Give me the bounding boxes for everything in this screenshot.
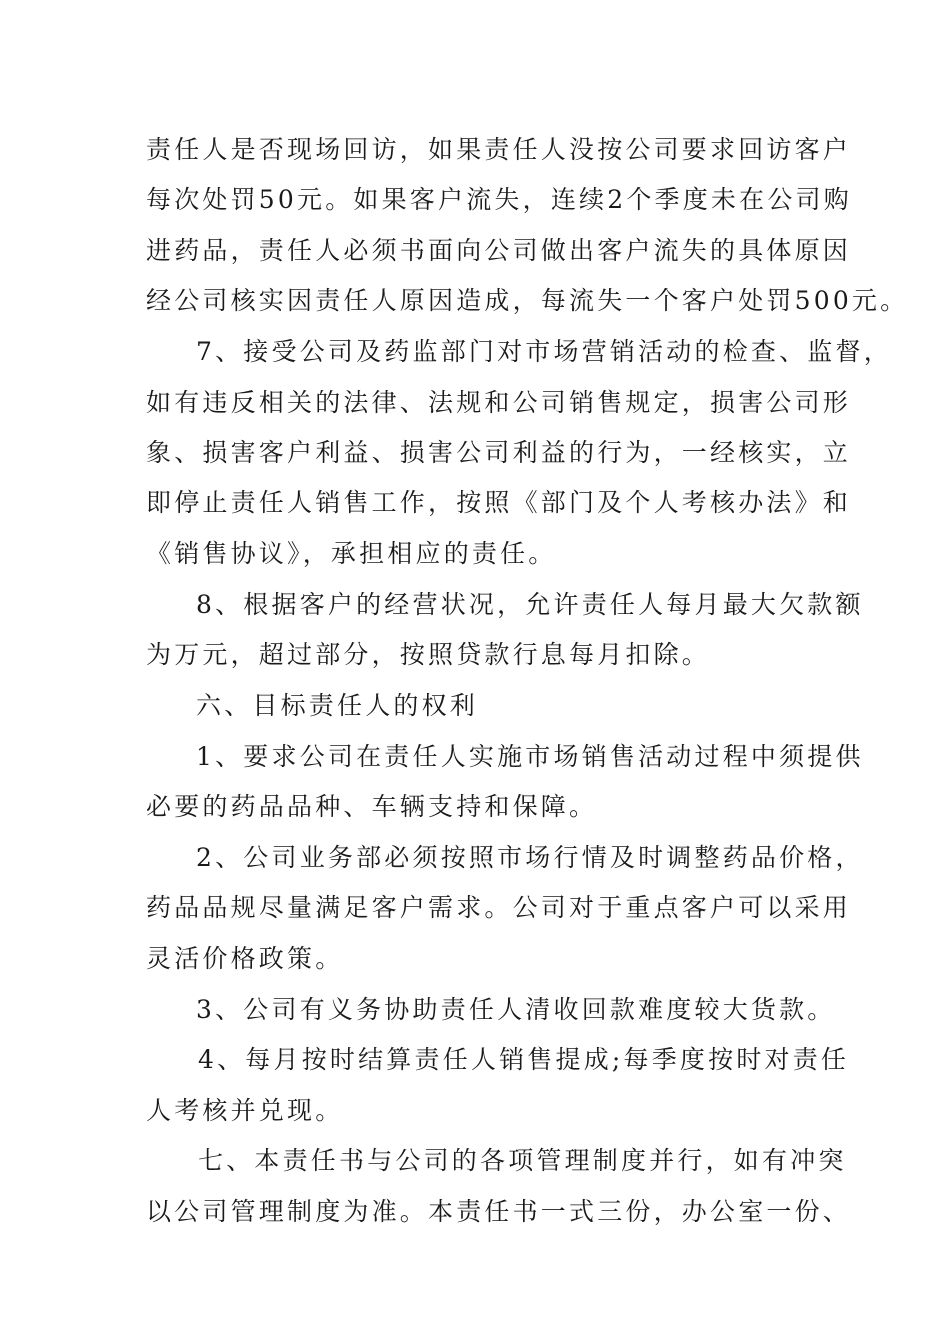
text-line — [0, 281, 950, 321]
text-line-content: 1、要求公司在责任人实施市场销售活动过程中须提供 — [196, 742, 864, 771]
section-heading — [0, 1141, 950, 1181]
text-line — [0, 635, 950, 675]
text-line-content: 人考核并兑现。 — [146, 1096, 344, 1125]
text-line — [0, 1192, 950, 1232]
text-line-content: 为万元，超过部分，按照贷款行息每月扣除。 — [146, 640, 711, 669]
text-line — [0, 1091, 950, 1131]
text-line-content: 每次处罚50元。如果客户流失，连续2个季度未在公司购 — [146, 185, 852, 214]
text-line-content: 灵活价格政策。 — [146, 944, 344, 973]
text-line — [0, 990, 950, 1030]
text-line — [0, 383, 950, 423]
text-line-content: 药品品规尽量满足客户需求。公司对于重点客户可以采用 — [146, 893, 852, 922]
text-line — [0, 585, 950, 625]
text-line-content: 必要的药品品种、车辆支持和保障。 — [146, 792, 598, 821]
text-line — [0, 332, 950, 372]
text-line — [0, 787, 950, 827]
text-line-content: 责任人是否现场回访，如果责任人没按公司要求回访客户 — [146, 135, 852, 164]
text-line — [0, 483, 950, 523]
text-line-content: 经公司核实因责任人原因造成，每流失一个客户处罚500元。 — [146, 286, 909, 315]
text-line-content: 7、接受公司及药监部门对市场营销活动的检查、监督， — [196, 337, 892, 366]
text-line — [0, 534, 950, 574]
text-line-content: 3、公司有义务协助责任人清收回款难度较大货款。 — [196, 995, 836, 1024]
text-line-content: 六、目标责任人的权利 — [196, 691, 479, 720]
text-line — [0, 939, 950, 979]
text-line — [0, 231, 950, 271]
text-line-content: 2、公司业务部必须按照市场行情及时调整药品价格， — [196, 843, 864, 872]
text-line-content: 8、根据客户的经营状况，允许责任人每月最大欠款额 — [196, 590, 864, 619]
text-line-content: 《销售协议》，承担相应的责任。 — [146, 539, 557, 568]
text-line — [0, 180, 950, 220]
text-line-content: 如有违反相关的法律、法规和公司销售规定，损害公司形 — [146, 388, 852, 417]
text-line-content: 象、损害客户利益、损害公司利益的行为，一经核实，立 — [146, 438, 852, 467]
text-line-content: 七、本责任书与公司的各项管理制度并行，如有冲突 — [198, 1146, 847, 1175]
text-line — [0, 737, 950, 777]
text-line-content: 进药品，责任人必须书面向公司做出客户流失的具体原因 — [146, 236, 852, 265]
text-line — [0, 888, 950, 928]
text-line-content: 4、每月按时结算责任人销售提成;每季度按时对责任 — [198, 1045, 850, 1074]
text-line — [0, 838, 950, 878]
text-line — [0, 130, 950, 170]
text-line-content: 即停止责任人销售工作，按照《部门及个人考核办法》和 — [146, 488, 852, 517]
text-line-content: 以公司管理制度为准。本责任书一式三份，办公室一份、 — [146, 1197, 852, 1226]
text-line — [0, 1040, 950, 1080]
section-heading — [0, 686, 950, 726]
text-line — [0, 433, 950, 473]
